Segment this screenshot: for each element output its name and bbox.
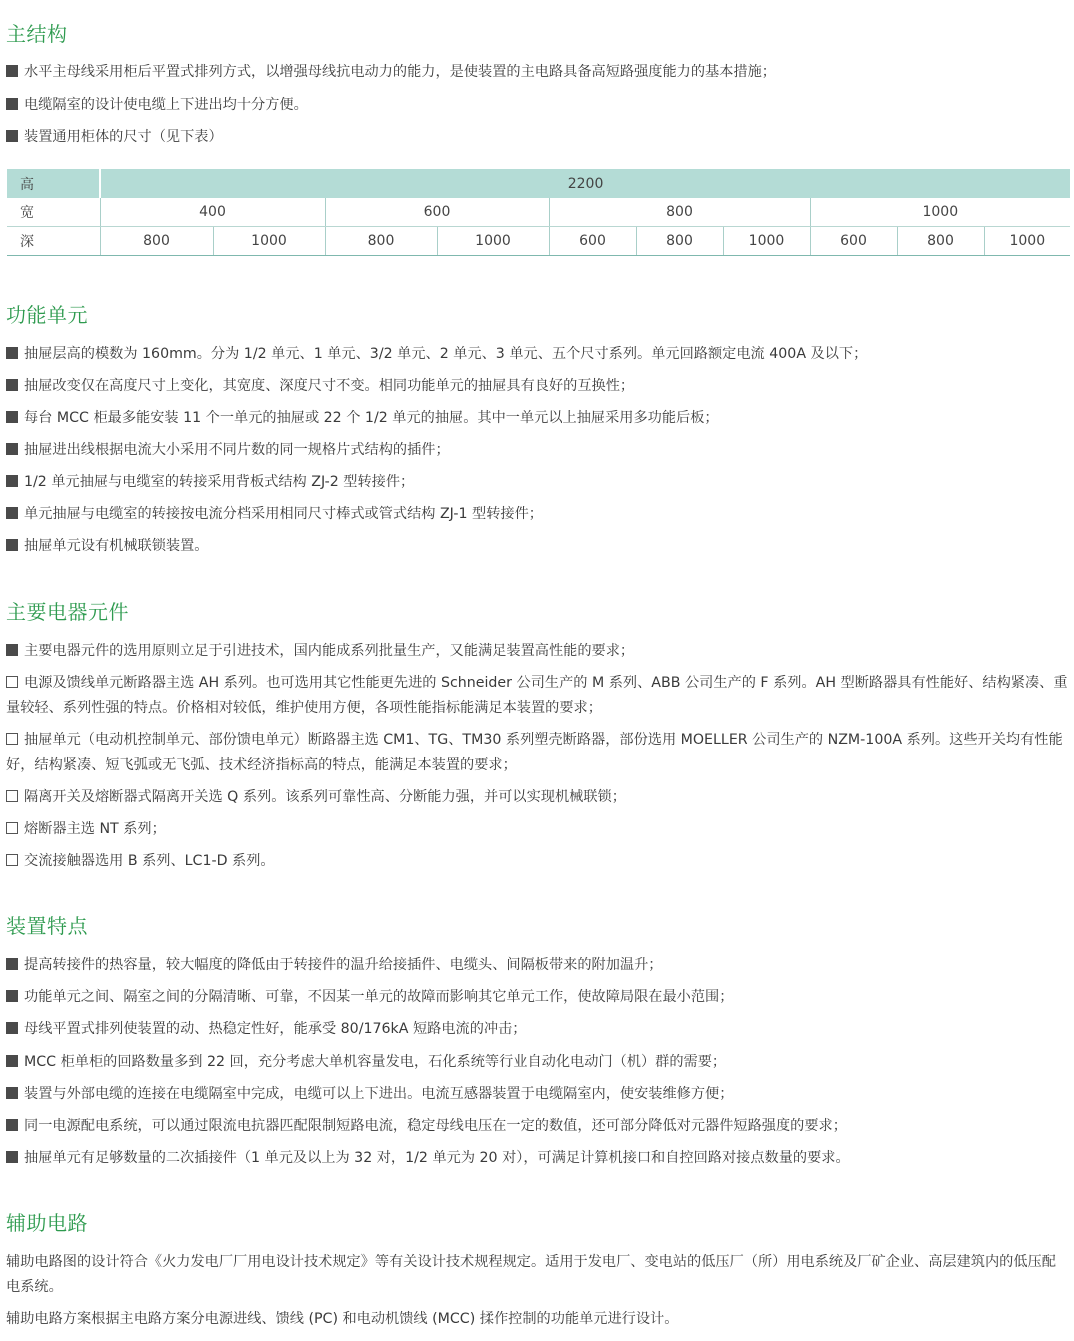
hollow-square-bullet-icon: [6, 822, 18, 834]
section-title-main-structure: 主结构: [6, 22, 68, 46]
filled-square-bullet-icon: [6, 507, 18, 519]
filled-square-bullet-icon: [6, 958, 18, 970]
list-item-text: 装置通用柜体的尺寸（见下表）: [24, 129, 223, 145]
row-label-width: 宽: [7, 198, 100, 227]
list-item-text: 同一电源配电系统，可以通过限流电抗器匹配限制短路电流，稳定母线电压在一定的数值，还可部分降低对元器件短路强度的要求；: [24, 1118, 847, 1134]
filled-square-bullet-icon: [6, 1119, 18, 1131]
filled-square-bullet-icon: [6, 347, 18, 359]
list-item: [6, 817, 1068, 842]
filled-square-bullet-icon: [6, 475, 18, 487]
list-item-text: 主要电器元件的选用原则立足于引进技术，国内能成系列批量生产，又能满足装置高性能的要求；: [24, 643, 635, 659]
list-item-text: 熔断器主选 NT 系列；: [24, 821, 166, 837]
width-cell: 600: [325, 198, 549, 227]
list-item-text: 电缆隔室的设计使电缆上下进出均十分方便。: [24, 97, 308, 113]
paragraph: 辅助电路图的设计符合《火力发电厂厂用电设计技术规定》等有关设计技术规程规定。适用于发电厂、变电站的低压厂（所）用电系统及厂矿企业、高层建筑内的低压配电系统。: [6, 1254, 1056, 1295]
list-item: [6, 406, 1068, 431]
width-cell: 400: [100, 198, 325, 227]
filled-square-bullet-icon: [6, 130, 18, 142]
list-item-text: 装置与外部电缆的连接在电缆隔室中完成，电缆可以上下进出。电流互感器装置于电缆隔室内，使安装维修方便；: [24, 1086, 734, 1102]
list-item-text: 隔离开关及熔断器式隔离开关选 Q 系列。该系列可靠性高、分断能力强，并可以实现机械联锁；: [24, 789, 626, 805]
list-item: [6, 534, 1068, 559]
list-item: [6, 953, 1068, 978]
filled-square-bullet-icon: [6, 539, 18, 551]
depth-cell: 800: [325, 227, 437, 256]
section-title-main-components: 主要电器元件: [6, 600, 129, 624]
height-value: 2200: [100, 169, 1070, 198]
depth-cell: 1000: [213, 227, 325, 256]
list-item: [6, 438, 1068, 463]
list-item: [6, 125, 1068, 150]
list-item-text: 抽屉层高的模数为 160mm。分为 1/2 单元、1 单元、3/2 单元、2 单元、3 单元、五个尺寸系列。单元回路额定电流 400A 及以下；: [24, 346, 868, 362]
list-item-text: 抽屉单元设有机械联锁装置。: [24, 538, 209, 554]
width-cell: 800: [549, 198, 810, 227]
filled-square-bullet-icon: [6, 1022, 18, 1034]
section-title-auxiliary-circuit: 辅助电路: [6, 1211, 88, 1235]
depth-cell: 800: [100, 227, 213, 256]
list-item: [6, 849, 1068, 874]
depth-cell: 800: [636, 227, 723, 256]
list-item-text: MCC 柜单柜的回路数量多到 22 回，充分考虑大单机容量发电，石化系统等行业自动化电动门（机）群的需要；: [24, 1054, 727, 1070]
paragraph: 辅助电路方案根据主电路方案分电源进线、馈线 (PC) 和电动机馈线 (MCC) 揉作控制的功能单元进行设计。: [6, 1311, 679, 1327]
depth-cell: 600: [549, 227, 636, 256]
list-item: [6, 502, 1068, 527]
depth-cell: 800: [897, 227, 984, 256]
list-item: [6, 985, 1068, 1010]
table-row-width: [7, 198, 1070, 227]
hollow-square-bullet-icon: [6, 790, 18, 802]
hollow-square-bullet-icon: [6, 854, 18, 866]
filled-square-bullet-icon: [6, 1151, 18, 1163]
list-item: [6, 93, 1068, 118]
list-item: [6, 785, 1068, 810]
section-title-functional-units: 功能单元: [6, 303, 88, 327]
depth-cell: 1000: [437, 227, 549, 256]
list-item-text: 电源及馈线单元断路器主选 AH 系列。也可选用其它性能更先进的 Schneider 公司生产的 M 系列、ABB 公司生产的 F 系列。AH 型断路器具有性能好、结构紧凑、重量较轻、系列性强的特点。价格相对较低，维护使用方便，各项性能指标能满足本装置的要求；: [6, 675, 1068, 716]
row-label-height: 高: [7, 169, 100, 198]
filled-square-bullet-icon: [6, 411, 18, 423]
list-item: [6, 639, 1068, 664]
list-item-text: 提高转接件的热容量，较大幅度的降低由于转接件的温升给接插件、电缆头、间隔板带来的附加温升；: [24, 957, 663, 973]
list-item: [6, 374, 1068, 399]
cabinet-dimension-table: [7, 169, 1070, 256]
filled-square-bullet-icon: [6, 65, 18, 77]
list-item: [6, 671, 1068, 721]
filled-square-bullet-icon: [6, 443, 18, 455]
hollow-square-bullet-icon: [6, 733, 18, 745]
filled-square-bullet-icon: [6, 379, 18, 391]
list-item-text: 单元抽屉与电缆室的转接按电流分档采用相同尺寸棒式或管式结构 ZJ-1 型转接件；: [24, 506, 543, 522]
table-row-height: [7, 169, 1070, 198]
filled-square-bullet-icon: [6, 644, 18, 656]
hollow-square-bullet-icon: [6, 676, 18, 688]
depth-cell: 1000: [723, 227, 810, 256]
list-item-text: 抽屉进出线根据电流大小采用不同片数的同一规格片式结构的插件；: [24, 442, 450, 458]
list-item-text: 抽屉单元有足够数量的二次插接件（1 单元及以上为 32 对，1/2 单元为 20 对），可满足计算机接口和自控回路对接点数量的要求。: [24, 1150, 850, 1166]
list-item: [6, 728, 1068, 778]
list-item-text: 母线平置式排列使装置的动、热稳定性好，能承受 80/176kA 短路电流的冲击；: [24, 1021, 527, 1037]
list-item-text: 水平主母线采用柜后平置式排列方式，以增强母线抗电动力的能力，是使装置的主电路具备高短路强度能力的基本措施；: [24, 64, 776, 80]
list-item-text: 交流接触器选用 B 系列、LC1-D 系列。: [24, 853, 275, 869]
list-item-text: 1/2 单元抽屉与电缆室的转接采用背板式结构 ZJ-2 型转接件；: [24, 474, 415, 490]
filled-square-bullet-icon: [6, 1055, 18, 1067]
list-item: [6, 60, 1068, 85]
depth-cell: 600: [810, 227, 897, 256]
filled-square-bullet-icon: [6, 98, 18, 110]
list-item: [6, 470, 1068, 495]
list-item: [6, 1114, 1068, 1139]
list-item: [6, 1050, 1068, 1075]
list-item: [6, 1017, 1068, 1042]
section-title-features: 装置特点: [6, 914, 88, 938]
depth-cell: 1000: [984, 227, 1070, 256]
list-item-text: 抽屉改变仅在高度尺寸上变化，其宽度、深度尺寸不变。相同功能单元的抽屉具有良好的互换性；: [24, 378, 635, 394]
row-label-depth: 深: [7, 227, 100, 256]
list-item-text: 每台 MCC 柜最多能安装 11 个一单元的抽屉或 22 个 1/2 单元的抽屉。其中一单元以上抽屉采用多功能后板；: [24, 410, 719, 426]
list-item: [6, 1146, 1068, 1171]
table-row-depth: [7, 227, 1070, 256]
list-item: [6, 342, 1068, 367]
list-item-text: 功能单元之间、隔室之间的分隔清晰、可靠，不因某一单元的故障而影响其它单元工作，使故障局限在最小范围；: [24, 989, 734, 1005]
filled-square-bullet-icon: [6, 990, 18, 1002]
list-item: [6, 1082, 1068, 1107]
list-item-text: 抽屉单元（电动机控制单元、部份馈电单元）断路器主选 CM1、TG、TM30 系列塑壳断路器，部份选用 MOELLER 公司生产的 NZM-100A 系列。这些开关均有性能好，结构紧凑、短飞弧或无飞弧、技术经济指标高的特点，能满足本装置的要求；: [6, 732, 1063, 773]
width-cell: 1000: [810, 198, 1070, 227]
filled-square-bullet-icon: [6, 1087, 18, 1099]
